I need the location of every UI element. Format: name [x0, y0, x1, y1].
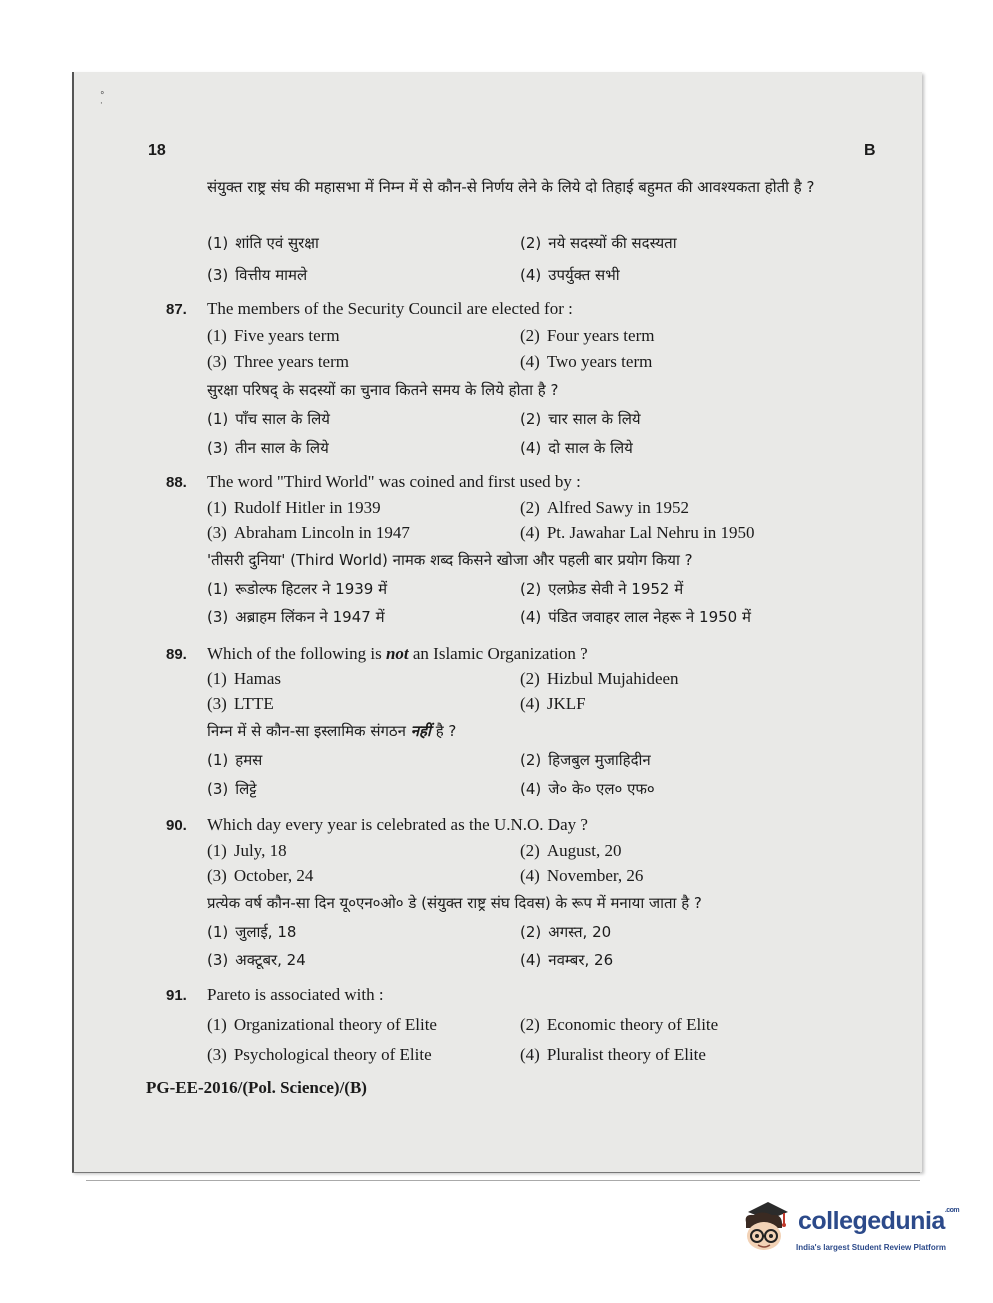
page-number: 18 — [148, 142, 166, 159]
option: (4) पंडित जवाहर लाल नेहरू ने 1950 में — [520, 608, 751, 626]
option: (2) हिजबुल मुजाहिदीन — [520, 751, 651, 769]
option-row — [207, 326, 871, 352]
option: (4) JKLF — [520, 694, 586, 713]
option: (3) लिट्टे — [207, 780, 257, 798]
question-stem-hi: प्रत्येक वर्ष कौन-सा दिन यू०एन०ओ० डे (संयुक्त राष्ट्र संघ दिवस) के रूप में मनाया जाता है ? — [207, 894, 702, 912]
option-row — [207, 438, 871, 464]
option-row — [207, 1015, 871, 1041]
option-row — [207, 498, 871, 524]
option: (3) Psychological theory of Elite — [207, 1045, 432, 1064]
option: (2) Hizbul Mujahideen — [520, 669, 679, 688]
option-row — [207, 779, 871, 805]
option: (4) Pt. Jawahar Lal Nehru in 1950 — [520, 523, 755, 542]
option-row — [207, 866, 871, 892]
option: (3) अक्टूबर, 24 — [207, 951, 306, 969]
option: (3) वित्तीय मामले — [207, 266, 308, 284]
intro-question-stem: संयुक्त राष्ट्र संघ की महासभा में निम्न में से कौन-से निर्णय लेने के लिये दो तिहाई बहुमत की आवश्यकता होती है ? — [207, 178, 815, 196]
option: (4) नवम्बर, 26 — [520, 951, 614, 969]
option: (4) November, 26 — [520, 866, 644, 885]
option: (1) रूडोल्फ हिटलर ने 1939 में — [207, 580, 388, 598]
option: (2) अगस्त, 20 — [520, 923, 612, 941]
option-row — [207, 922, 871, 948]
mascot-icon — [738, 1200, 796, 1260]
option: (4) उपर्युक्त सभी — [520, 266, 620, 284]
option: (3) Abraham Lincoln in 1947 — [207, 523, 410, 542]
option: (2) Four years term — [520, 326, 655, 345]
question-number: 88. — [166, 474, 187, 491]
question-stem-en-part: Which of the following is — [207, 644, 386, 663]
option-row — [207, 265, 871, 291]
question-number: 87. — [166, 301, 187, 318]
paper-code-footer: PG-EE-2016/(Pol. Science)/(B) — [146, 1078, 367, 1097]
option: (1) Hamas — [207, 669, 282, 688]
option-row — [207, 694, 871, 720]
option: (3) अब्राहम लिंकन ने 1947 में — [207, 608, 385, 626]
question-91 — [166, 985, 384, 1005]
question-number: 89. — [166, 646, 187, 663]
option: (3) LTTE — [207, 694, 274, 713]
option-row — [207, 352, 871, 378]
page-edge-line-lower — [86, 1180, 920, 1181]
emphasis-nahin: नहीं — [410, 722, 431, 740]
option-row — [207, 669, 871, 695]
option: (2) नये सदस्यों की सदस्यता — [520, 234, 677, 252]
option: (1) Five years term — [207, 326, 340, 345]
option-row — [207, 607, 871, 633]
set-code: B — [864, 142, 876, 159]
option-row — [207, 579, 871, 605]
option: (4) Two years term — [520, 352, 653, 371]
option: (1) शांति एवं सुरक्षा — [207, 234, 319, 252]
option: (3) October, 24 — [207, 866, 314, 885]
option: (4) दो साल के लिये — [520, 439, 633, 457]
option-row — [207, 1045, 871, 1071]
margin-marks: ° · — [100, 91, 105, 109]
emphasis-not: not — [385, 644, 409, 663]
option-row — [207, 523, 871, 549]
option: (4) Pluralist theory of Elite — [520, 1045, 706, 1064]
option-row — [207, 409, 871, 435]
question-90 — [166, 815, 588, 835]
question-stem-en: Which day every year is celebrated as the U.N.O. Day ? — [207, 815, 588, 834]
option-row — [207, 841, 871, 867]
question-87 — [166, 299, 573, 319]
question-number: 91. — [166, 987, 187, 1004]
question-stem-hi: 'तीसरी दुनिया' (Third World) नामक शब्द किसने खोजा और पहली बार प्रयोग किया ? — [207, 551, 693, 569]
question-number: 90. — [166, 817, 187, 834]
option: (2) August, 20 — [520, 841, 622, 860]
question-stem-en-part: an Islamic Organization ? — [408, 644, 588, 663]
question-88 — [166, 472, 581, 492]
page-edge-line — [72, 1172, 920, 1173]
option: (4) जे० के० एल० एफ० — [520, 780, 655, 798]
option: (1) जुलाई, 18 — [207, 923, 297, 941]
option: (1) हमस — [207, 751, 263, 769]
option-row — [207, 233, 871, 259]
question-stem-en: The members of the Security Council are elected for : — [207, 299, 573, 318]
option: (1) पाँच साल के लिये — [207, 410, 330, 428]
option-row — [207, 950, 871, 976]
option: (1) Rudolf Hitler in 1939 — [207, 498, 381, 517]
option-row — [207, 750, 871, 776]
option: (2) एलफ्रेड सेवी ने 1952 में — [520, 580, 684, 598]
option: (1) Organizational theory of Elite — [207, 1015, 437, 1034]
brand-name: collegedunia$^{.com}$ — [798, 1207, 960, 1235]
collegedunia-logo — [738, 1200, 968, 1260]
option: (1) July, 18 — [207, 841, 287, 860]
question-stem-en: The word "Third World" was coined and first used by : — [207, 472, 581, 491]
option: (3) Three years term — [207, 352, 349, 371]
option: (2) Economic theory of Elite — [520, 1015, 719, 1034]
option: (3) तीन साल के लिये — [207, 439, 329, 457]
question-stem-hi: निम्न में से कौन-सा इस्लामिक संगठन नहीं है ? — [207, 722, 457, 740]
option: (2) चार साल के लिये — [520, 410, 641, 428]
brand-tagline: India's largest Student Review Platform — [796, 1243, 946, 1252]
option: (2) Alfred Sawy in 1952 — [520, 498, 689, 517]
question-stem-hi: सुरक्षा परिषद् के सदस्यों का चुनाव कितने समय के लिये होता है ? — [207, 381, 559, 399]
question-89 — [166, 644, 588, 664]
question-stem-en: Pareto is associated with : — [207, 985, 384, 1004]
